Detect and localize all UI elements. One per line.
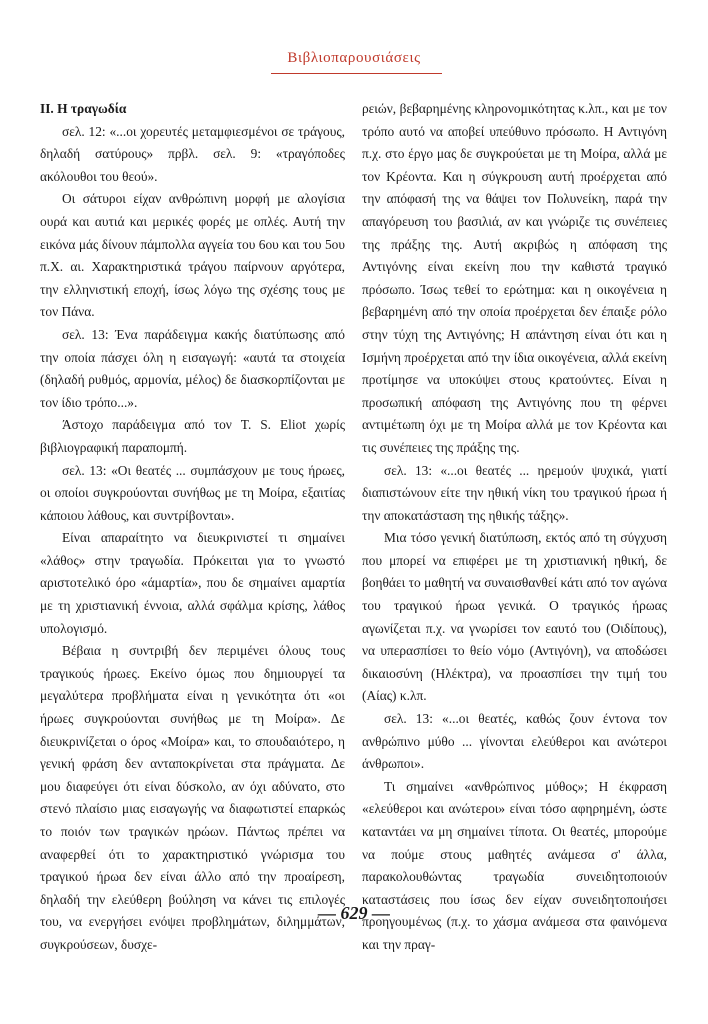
header-underline [271,73,442,74]
paragraph: σελ. 13: Ένα παράδειγμα κακής διατύπωσης από την οποία πάσχει όλη η εισαγωγή: «αυτά τα στοιχεία (δηλαδή ρυθμός, αρμονία, μέλος) δε διασκορπίζονται με τον ίδιο τρόπο...». [40,326,345,410]
paragraph: σελ. 13: «Οι θεατές ... συμπάσχουν με τους ήρωες, οι οποίοι συγκρούονται συνήθως με τη Μοίρα, εξαιτίας κάποιου λάθους, και συντρίβονται». [40,462,345,523]
right-column [362,98,667,957]
section-heading: II. Η τραγωδία [40,101,127,116]
paragraph: Βέβαια η συντριβή δεν περιμένει όλους τους τραγικούς ήρωες. Εκείνο όμως που δημιουργεί τα μεγαλύτερα προβλήματα είναι η γενικότητα ότι «οι ήρωες συγκρούονται συνήθως με τη Μοίρα». Δε διευκρινίζεται ο όρος «Μοίρα» και, το σπουδαιότερο, η γενική φράση δεν ανταποκρίνεται στα πράγματα. Δε μου διαφεύγει ότι είναι δύσκολο, αν όχι αδύνατο, στο στενό πλαίσιο μιας εισαγωγής να διαφωτιστεί επαρκώς το ποιόν των τραγικών ηρώων. Πάντως πρέπει να αναφερθεί ότι το χαρακτηριστικό γνώρισμα του τραγικού ήρωα δεν είναι άλλο από την προαίρεση, δηλαδή την ελεύθερη βούληση να κάνει τις επιλογές του, να ενεργήσει ενόψει προβλημάτων, διλημμάτων, συγκρούσεων, δυσχε- [40,643,345,952]
paragraph-continuation: ρειών, βεβαρημένης κληρονομικότητας κ.λπ., και με τον τρόπο αυτό να αποβεί υπεύθυνο πρόσωπο. Η Αντιγόνη π.χ. στο έργο μας δε συγκρούεται με τη Μοίρα, αλλά με τον Κρέοντα. Και η σύγκρουση αυτή προέρχεται από την απόφασή της να θάψει τον Πολυνείκη, παρά την απαγόρευση του βασιλιά, αν και γνώριζε τις συνέπειες της πράξης της. Αυτή ακριβώς η απόφαση της Αντιγόνης είναι εκείνη που την καθιστά τραγικό πρόσωπο. Ίσως τεθεί το ερώτημα: και η οικογένεια η βεβαρημένη από την οποία προέρχεται δεν έπαιξε ρόλο στην τύχη της Αντιγόνης; Η απάντηση είναι ότι και η Ισμήνη προέρχεται από την ίδια οικογένεια, αλλά εκείνη προτίμησε να υποκύψει στους κρατούντες. Είναι η προσωπική απόφαση της Αντιγόνης που τη φέρνει αντιμέτωπη όχι με τη Μοίρα αλλά με τον Κρέοντα και τις συνέπειες της πράξης της. [362,101,667,455]
paragraph: σελ. 12: «...οι χορευτές μεταμφιεσμένοι σε τράγους, δηλαδή σατύρους» πρβλ. σελ. 9: «τραγόποδες ακόλουθοι του θεού». [40,123,345,184]
paragraph: σελ. 13: «...οι θεατές, καθώς ζουν έντονα τον ανθρώπινο μύθο ... γίνονται ελεύθεροι και ανώτεροι άνθρωποι». [362,711,667,772]
paragraph: Τι σημαίνει «ανθρώπινος μύθος»; Η έκφραση «ελεύθεροι και ανώτεροι» είναι τόσο αφηρημένη, ώστε καταντάει να μη σημαίνει τίποτα. Οι θεατές, μπορούμε να πούμε στους μαθητές ανάμεσα σ' άλλα, παρακολουθώντας τραγωδία συνειδητοποιούν καταστάσεις που ίσως δεν είχαν συνειδητοποιήσει προηγουμένως (π.χ. το χάσμα ανάμεσα στα φαινόμενα και την πραγ- [362,778,667,952]
page-number: — 629 — [318,903,390,923]
paragraph: Μια τόσο γενική διατύπωση, εκτός από τη σύγχυση που μπορεί να επιφέρει με τη χριστιανική ηθική, δε βοηθάει το μαθητή να συναισθανθεί κάτι από τον αγώνα του τραγικού ήρωα γενικά. Ο τραγικός ήρωας αγωνίζεται π.χ. να γνωρίσει τον εαυτό του (Οιδίπους), να υπερασπίσει το θείο νόμο (Αντιγόνη), να αποδώσει δικαιοσύνη (Ηλέκτρα), να προασπίσει την τιμή του (Αίας) κ.λπ. [362,530,667,704]
paragraph: Άστοχο παράδειγμα από τον T. S. Eliot χωρίς βιβλιογραφική παραπομπή. [40,417,345,455]
left-column [40,98,345,957]
paragraph: Οι σάτυροι είχαν ανθρώπινη μορφή με αλογίσια ουρά και αυτιά και μερικές φορές με οπλές. Αυτή την εικόνα μάς δίνουν πάμπολλα αγγεία του 6ου και του 5ου π.Χ. αι. Χαρακτηριστικά τράγου παίρνουν αργότερα, την ελληνιστική εποχή, ίσως λόγω της σχέσης τους με τον Πάνα. [40,191,345,320]
running-header: Βιβλιοπαρουσιάσεις [287,50,421,66]
paragraph: σελ. 13: «...οι θεατές ... ηρεμούν ψυχικά, γιατί διαπιστώνουν είτε την ηθική νίκη του τραγικού ήρωα ή την αποκατάσταση της ηθικής τάξης». [362,462,667,523]
paragraph: Είναι απαραίτητο να διευκρινιστεί τι σημαίνει «λάθος» στην τραγωδία. Πρόκειται για το γνωστό αριστοτελικό όρο «άμαρτία», που δε σημαίνει αμαρτία με τη χριστιανική έννοια, αλλά σφάλμα κρίσης, λάθος υπολογισμό. [40,530,345,636]
